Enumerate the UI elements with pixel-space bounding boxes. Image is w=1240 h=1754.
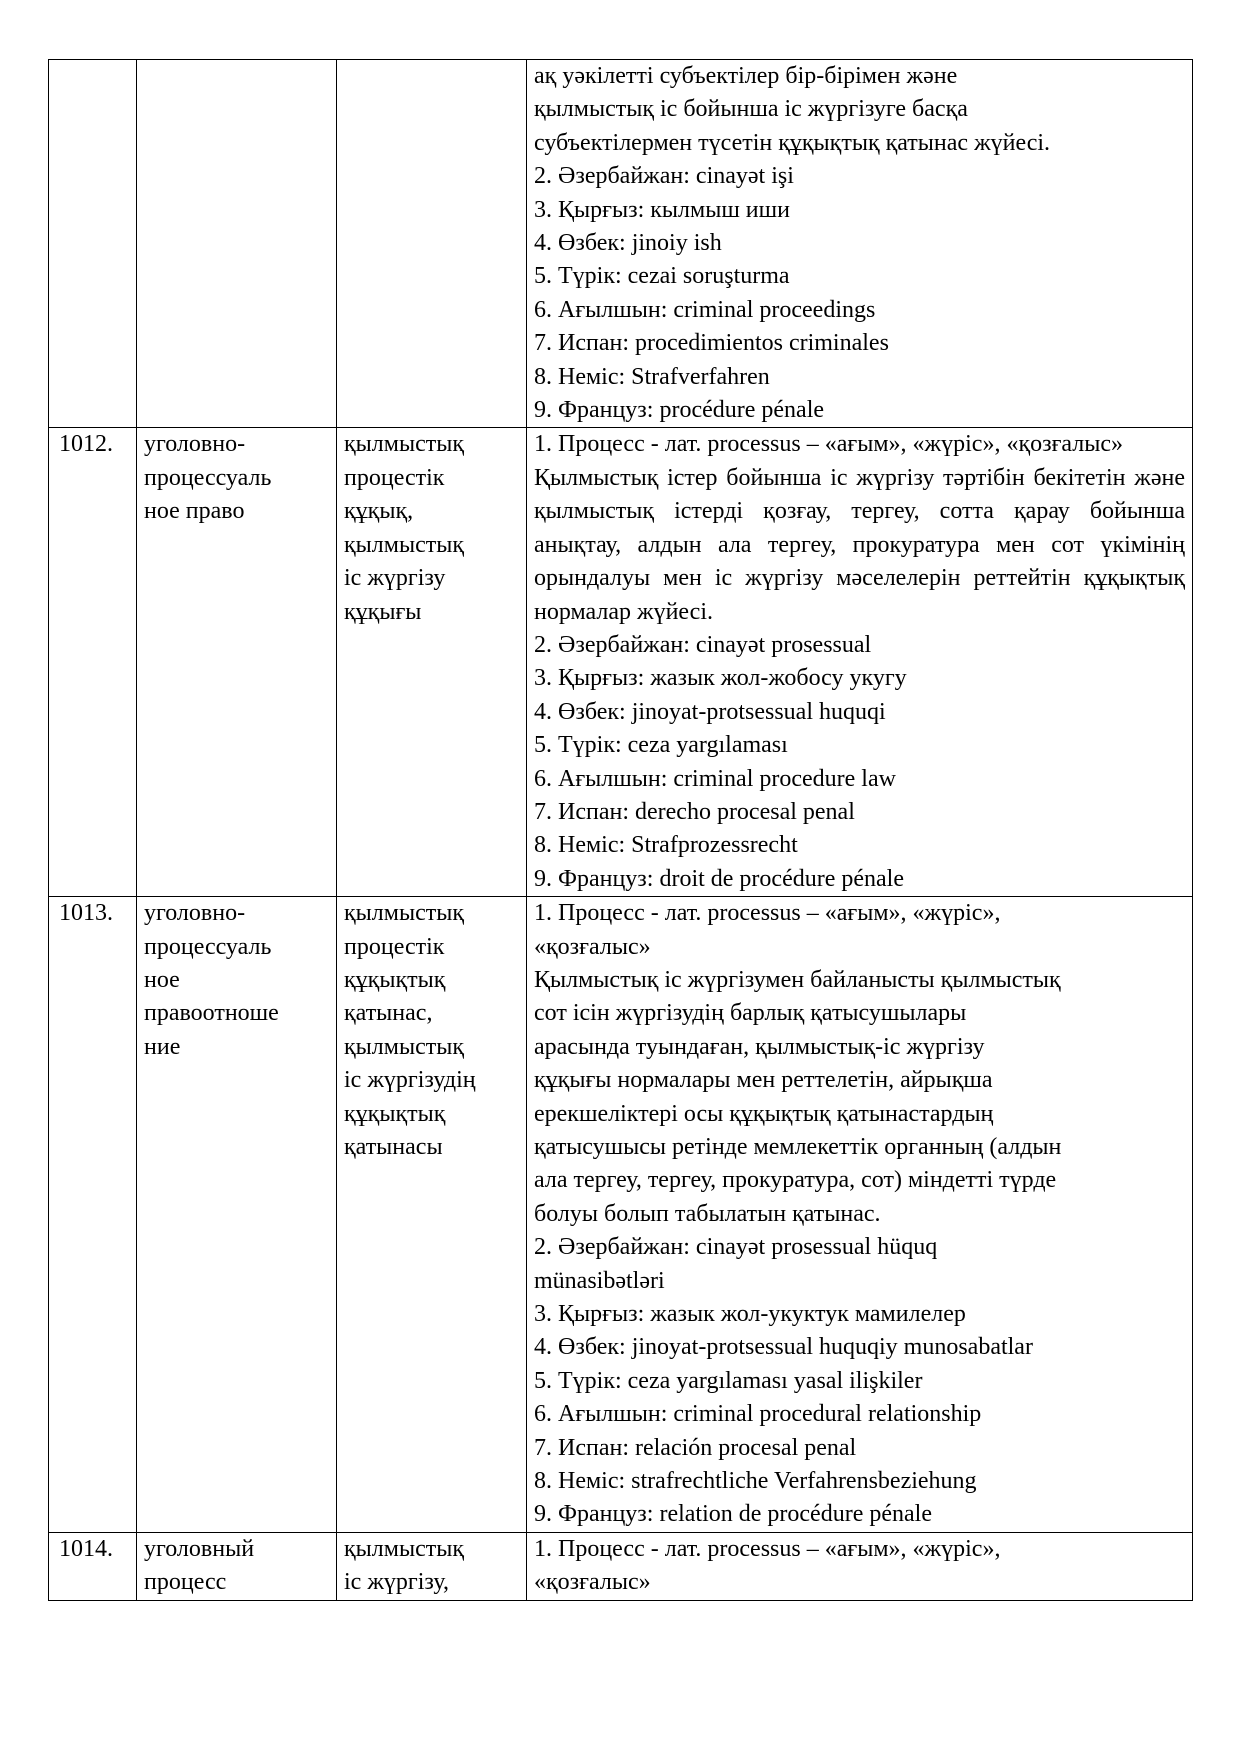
definition-line: қылмыстық іс бойынша іс жүргізуге басқа [534,96,968,123]
kazakh-term-line: іс жүргізу [344,565,446,592]
translation-line: münasibətləri [534,1267,665,1294]
kazakh-term-line: қылмыстық [344,900,464,927]
etymology-text: 1. Процесс - лат. processus – «ағым», «жүріс», «қозғалыс» [534,431,1124,458]
translation-line: 4. Өзбек: jinoyat-protsessual huquqiy munosabatlar [534,1334,1033,1361]
definition-line: қатысушысы ретінде мемлекеттік органның (алдын [534,1134,1062,1160]
russian-term-line: процессуаль [144,933,272,960]
kazakh-term-line: құқықтық [344,1100,446,1127]
term-number-cell [49,60,137,428]
term-number-cell [49,1532,137,1600]
russian-term-line: процессуаль [144,464,272,491]
glossary-page [48,59,1192,1601]
translation-line: 2. Әзербайжан: cinayət prosessual hüquq [534,1234,938,1261]
definition-cell [527,428,1193,897]
kazakh-term-line: процестік [344,464,445,491]
translation-line: 9. Француз: droit de procédure pénale [534,865,904,892]
definition-line: ақ уәкілетті субъектілер бір-бірімен және [534,63,958,89]
kazakh-term-line: қатынас, [344,1000,433,1027]
translation-line: 9. Француз: procédure pénale [534,397,825,424]
translation-line: 7. Испан: derecho procesal penal [534,798,855,825]
kazakh-term-line: қылмыстық [344,431,464,458]
definition-cell [527,1532,1193,1600]
translation-line: 2. Әзербайжан: cinayət işi [534,163,794,190]
table-row [49,1532,1193,1600]
term-number-cell [49,897,137,1533]
kazakh-term-cell [337,428,527,897]
kazakh-term-line: қатынасы [344,1134,443,1160]
definition-line: субъектілермен түсетін құқықтық қатынас жүйесі. [534,129,1051,156]
translation-line: 7. Испан: procedimientos criminales [534,330,889,357]
term-number: 1013. [59,900,113,927]
kazakh-term-line: қылмыстық [344,531,464,558]
russian-term-line: уголовно- [144,900,246,927]
russian-term-line: ние [144,1033,181,1060]
kazakh-term-line: процестік [344,933,445,960]
table-row [49,897,1193,1533]
etymology-line: 1. Процесс - лат. processus – «ағым», «жүріс», [534,1535,1001,1562]
translation-line: 3. Қырғыз: кылмыш иши [534,196,790,223]
translation-line: 3. Қырғыз: жазык жол-укуктук мамилелер [534,1301,966,1328]
translation-line: 5. Түрік: ceza yargılaması [534,732,788,759]
definition-line: құқығы нормалары мен реттелетін, айрықша [534,1067,993,1094]
definition-text: Қылмыстық істер бойынша іс жүргізу тәртібін бекітетін және қылмыстық істерді қозғау, тергеу, сотта қарау бойынша анықтау, алдын ала тергеу, прокуратура мен сот үкімінің орындалуы мен іс жүргізу мәселелерін реттейтін құқықтық нормалар жүйесі. [534,464,1185,625]
glossary-table [48,59,1193,1601]
translation-line: 5. Түрік: ceza yargılaması yasal ilişkiler [534,1367,923,1394]
translation-line: 8. Неміс: strafrechtliche Verfahrensbeziehung [534,1468,977,1495]
definition-line: ерекшеліктері осы құқықтық қатынастардың [534,1100,994,1127]
translation-line: 7. Испан: relación procesal penal [534,1434,857,1461]
definition-line: арасында туындаған, қылмыстық-іс жүргізу [534,1033,985,1060]
term-number-cell [49,428,137,897]
russian-term-line: правоотноше [144,1000,279,1027]
kazakh-term-line: құқық, [344,498,414,525]
kazakh-term-line: құқығы [344,598,422,625]
translation-line: 4. Өзбек: jinoyat-protsessual huquqi [534,698,886,725]
translation-line: 3. Қырғыз: жазык жол-жобосу укугу [534,665,907,692]
translation-line: 8. Неміс: Strafverfahren [534,363,770,390]
translation-line: 5. Түрік: cezai soruşturma [534,263,790,290]
translation-line: 6. Ағылшын: criminal proceedings [534,296,876,323]
russian-term-line: процесс [144,1569,227,1596]
definition-cell [527,60,1193,428]
kazakh-term-line: қылмыстық [344,1033,464,1060]
kazakh-term-cell [337,60,527,428]
kazakh-term-line: іс жүргізу, [344,1569,449,1596]
etymology-line: «қозғалыс» [534,933,651,960]
table-row [49,428,1193,897]
kazakh-term-line: құқықтық [344,966,446,993]
russian-term-line: уголовный [144,1535,255,1562]
etymology-line: 1. Процесс - лат. processus – «ағым», «жүріс», [534,900,1001,927]
russian-term-cell [137,428,337,897]
translation-line: 9. Француз: relation de procédure pénale [534,1501,932,1528]
russian-term-cell [137,1532,337,1600]
russian-term-line: уголовно- [144,431,246,458]
definition-line: Қылмыстық іс жүргізумен байланысты қылмыстық [534,966,1061,993]
kazakh-term-cell [337,897,527,1533]
term-number: 1012. [59,431,113,458]
definition-line: болуы болып табылатын қатынас. [534,1200,881,1227]
kazakh-term-cell [337,1532,527,1600]
russian-term-cell [137,897,337,1533]
russian-term-line: ное [144,966,180,993]
table-row [49,60,1193,428]
definition-line: ала тергеу, тергеу, прокуратура, сот) міндетті түрде [534,1167,1057,1194]
definition-cell [527,897,1193,1533]
term-number: 1014. [59,1535,113,1562]
kazakh-term-line: қылмыстық [344,1535,464,1562]
russian-term-cell [137,60,337,428]
translation-line: 6. Ағылшын: criminal procedure law [534,765,896,792]
kazakh-term-line: іс жүргізудің [344,1067,476,1094]
translation-line: 6. Ағылшын: criminal procedural relationship [534,1401,982,1428]
definition-line: сот ісін жүргізудің барлық қатысушылары [534,1000,967,1027]
russian-term-line: ное право [144,498,245,525]
etymology-line: «қозғалыс» [534,1569,651,1596]
translation-line: 8. Неміс: Strafprozessrecht [534,832,798,859]
translation-line: 4. Өзбек: jinoiy ish [534,230,722,257]
translation-line: 2. Әзербайжан: cinayət prosessual [534,631,872,658]
